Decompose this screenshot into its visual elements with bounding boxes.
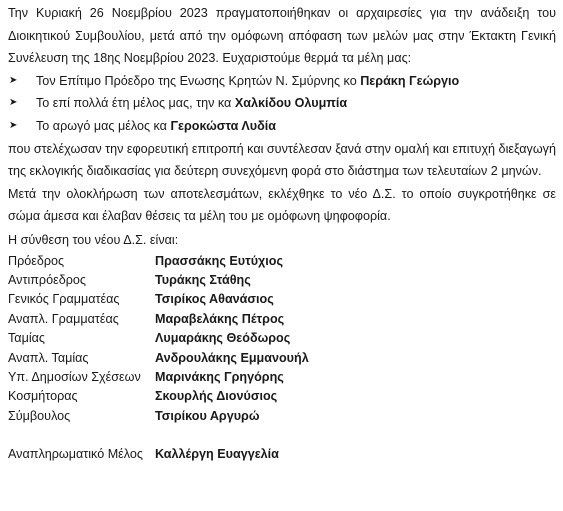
board-row [8, 310, 556, 329]
arrow-bullet-icon: ➤ [9, 97, 18, 109]
board-role: Κοσμήτορας [8, 389, 78, 404]
intro-paragraph: Την Κυριακή 26 Νοεμβρίου 2023 πραγματοποιήθηκαν οι αρχαιρεσίες για την ανάδειξη του Διοικητικού Συμβουλίου, μετά από την ομόφωνη απόφαση των μελών μας στην Έκτακτη Γενική Συνέλευση της 18ης Νοεμβρίου 2023. Ευχαριστούμε θερμά τα μέλη μας: [8, 6, 556, 66]
board-role: Αναπλ. Ταμίας [8, 350, 89, 365]
board-member: Καλλέργη Ευαγγελία [155, 447, 279, 462]
board-formation-paragraph: Μετά την ολοκλήρωση των αποτελεσμάτων, εκλέχθηκε το νέο Δ.Σ. το οποίο συγκροτήθηκε σε σώμα άμεσα και έλαβαν θέσεις τα μέλη του με ομόφωνη ψηφοφορία. [8, 186, 556, 224]
board-list [8, 252, 556, 427]
list-item-text: Το επί πολλά έτη μέλος μας, την κα [36, 96, 235, 111]
list-item-name: Γεροκώστα Λυδία [170, 118, 277, 133]
thanks-list [8, 70, 556, 138]
board-member: Μαρινάκης Γρηγόρης [155, 369, 284, 384]
board-member: Λυμαράκης Θεόδωρος [155, 331, 291, 346]
board-member: Πρασσάκης Ευτύχιος [155, 253, 284, 268]
board-row [8, 349, 556, 368]
board-row [8, 271, 556, 290]
board-row [8, 290, 556, 309]
board-row [8, 368, 556, 387]
document-body [8, 0, 556, 465]
arrow-bullet-icon: ➤ [9, 74, 18, 86]
list-item [8, 92, 556, 115]
board-row [8, 387, 556, 406]
board-member: Ανδρουλάκης Εμμανουήλ [155, 350, 309, 365]
board-member: Μαραβελάκης Πέτρος [155, 311, 285, 326]
list-item-text: Το αρωγό μας μέλος κα [36, 118, 171, 133]
spacer [8, 426, 556, 445]
board-row [8, 329, 556, 348]
board-role: Υπ. Δημοσίων Σχέσεων [8, 369, 141, 384]
list-item-name: Χαλκίδου Ολυμπία [234, 96, 348, 111]
board-member: Τσιρίκος Αθανάσιος [155, 292, 274, 307]
board-role: Γενικός Γραμματέας [8, 292, 120, 307]
board-row [8, 407, 556, 426]
board-role: Σύμβουλος [8, 408, 71, 423]
board-role: Αντιπρόεδρος [8, 272, 86, 287]
board-member: Τυράκης Στάθης [155, 272, 251, 287]
arrow-bullet-icon: ➤ [9, 119, 18, 131]
board-role: Αναπληρωματικό Μέλος [8, 447, 143, 462]
list-item-name: Περάκη Γεώργιο [360, 73, 460, 88]
board-role: Αναπλ. Γραμματέας [8, 311, 119, 326]
alternate-member-row [8, 445, 556, 464]
list-item [8, 70, 556, 93]
board-member: Σκουρλής Διονύσιος [155, 389, 278, 404]
list-item [8, 115, 556, 138]
board-role: Πρόεδρος [8, 253, 65, 268]
list-item-text: Τον Επίτιμο Πρόεδρο της Ενωσης Κρητών Ν. Σμύρνης κο [36, 73, 361, 88]
board-heading: Η σύνθεση του νέου Δ.Σ. είναι: [8, 232, 179, 247]
board-member: Τσιρίκου Αργυρώ [155, 408, 260, 423]
board-role: Ταμίας [8, 331, 45, 346]
committee-paragraph: που στελέχωσαν την εφορευτική επιτροπή και συντέλεσαν ξανά στην ομαλή και επιτυχή διεξαγωγή της εκλογικής διαδικασίας για δεύτερη συνεχόμενη φορά στο διάστημα των τελευταίων 2 μηνών. [8, 141, 556, 179]
board-row [8, 252, 556, 271]
